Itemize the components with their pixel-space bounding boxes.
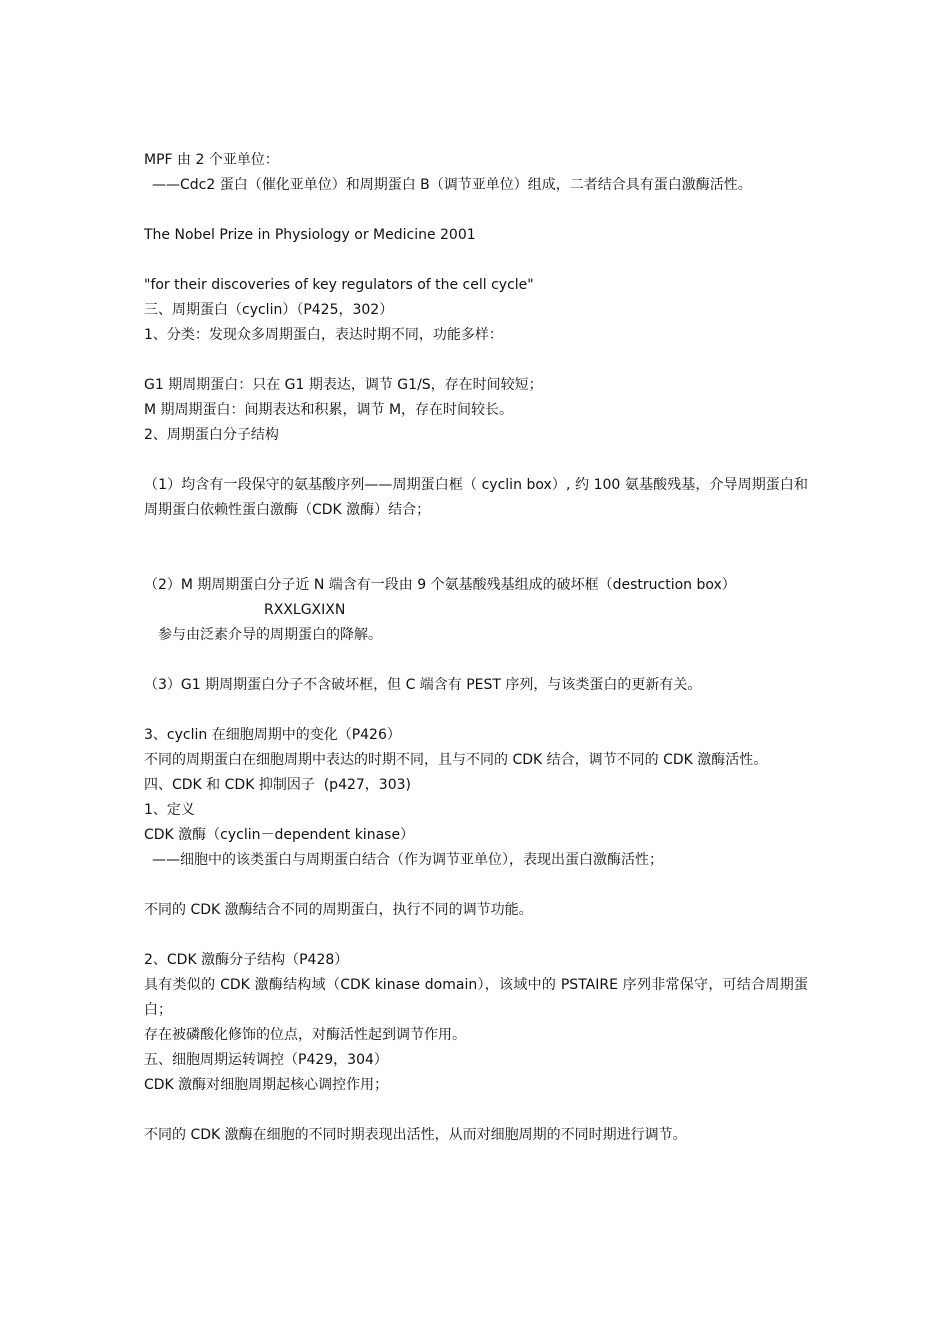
- blank-line: [144, 248, 808, 273]
- text-paragraph: ——Cdc2 蛋白（催化亚单位）和周期蛋白 B（调节亚单位）组成，二者结合具有蛋白激酶活性。: [152, 177, 752, 193]
- blank-line: [144, 548, 808, 573]
- text-line: ——细胞中的该类蛋白与周期蛋白结合（作为调节亚单位），表现出蛋白激酶活性；: [152, 852, 663, 868]
- sequence-motif: RXXLGXIXN: [264, 602, 346, 618]
- text-line: M 期周期蛋白：间期表达和积累，调节 M，存在时间较长。: [144, 402, 514, 418]
- text-line: 不同的 CDK 激酶结合不同的周期蛋白，执行不同的调节功能。: [144, 902, 533, 918]
- text-line: "for their discoveries of key regulators of the cell cycle": [144, 277, 534, 293]
- text-paragraph: 具有类似的 CDK 激酶结构域（CDK kinase domain），该域中的 PSTAIRE 序列非常保守，可结合周期蛋白；: [144, 977, 808, 1018]
- text-line: 参与由泛素介导的周期蛋白的降解。: [158, 627, 382, 643]
- text-line: CDK 激酶对细胞周期起核心调控作用；: [144, 1077, 389, 1093]
- blank-line: [144, 348, 808, 373]
- text-line: The Nobel Prize in Physiology or Medicine 2001: [144, 227, 476, 243]
- blank-line: [144, 448, 808, 473]
- blank-line: [144, 698, 808, 723]
- text-line: G1 期周期蛋白：只在 G1 期表达，调节 G1/S，存在时间较短；: [144, 377, 543, 393]
- text-paragraph: （1）均含有一段保守的氨基酸序列——周期蛋白框（ cyclin box）, 约 100 氨基酸残基，介导周期蛋白和周期蛋白依赖性蛋白激酶（CDK 激酶）结合；: [144, 477, 808, 518]
- text-line: （3）G1 期周期蛋白分子不含破坏框，但 C 端含有 PEST 序列，与该类蛋白的更新有关。: [144, 677, 702, 693]
- blank-line: [144, 648, 808, 673]
- text-line: CDK 激酶（cyclin－dependent kinase）: [144, 827, 415, 843]
- blank-line: [144, 1098, 808, 1123]
- text-line: 存在被磷酸化修饰的位点，对酶活性起到调节作用。: [144, 1027, 466, 1043]
- text-line: 1、分类：发现众多周期蛋白，表达时期不同，功能多样：: [144, 327, 503, 343]
- section-heading: 四、CDK 和 CDK 抑制因子 (p427，303): [144, 777, 411, 793]
- subsection-heading: 3、cyclin 在细胞周期中的变化（P426）: [144, 727, 401, 743]
- blank-line: [144, 923, 808, 948]
- text-line: 不同的 CDK 激酶在细胞的不同时期表现出活性，从而对细胞周期的不同时期进行调节。: [144, 1127, 687, 1143]
- blank-line: [144, 523, 808, 548]
- subsection-heading: 2、周期蛋白分子结构: [144, 427, 279, 443]
- blank-line: [144, 873, 808, 898]
- subsection-heading: 2、CDK 激酶分子结构（P428）: [144, 952, 349, 968]
- text-paragraph: 不同的周期蛋白在细胞周期中表达的时期不同，且与不同的 CDK 结合，调节不同的 CDK 激酶活性。: [144, 752, 768, 768]
- text-paragraph: （2）M 期周期蛋白分子近 N 端含有一段由 9 个氨基酸残基组成的破坏框（destruction box）: [144, 577, 736, 593]
- section-heading: 五、细胞周期运转调控（P429，304）: [144, 1052, 388, 1068]
- blank-line: [144, 198, 808, 223]
- subsection-heading: 1、定义: [144, 802, 195, 818]
- text-line: MPF 由 2 个亚单位：: [144, 152, 279, 168]
- document-body: [144, 148, 808, 1148]
- section-heading: 三、周期蛋白（cyclin）（P425，302）: [144, 302, 394, 318]
